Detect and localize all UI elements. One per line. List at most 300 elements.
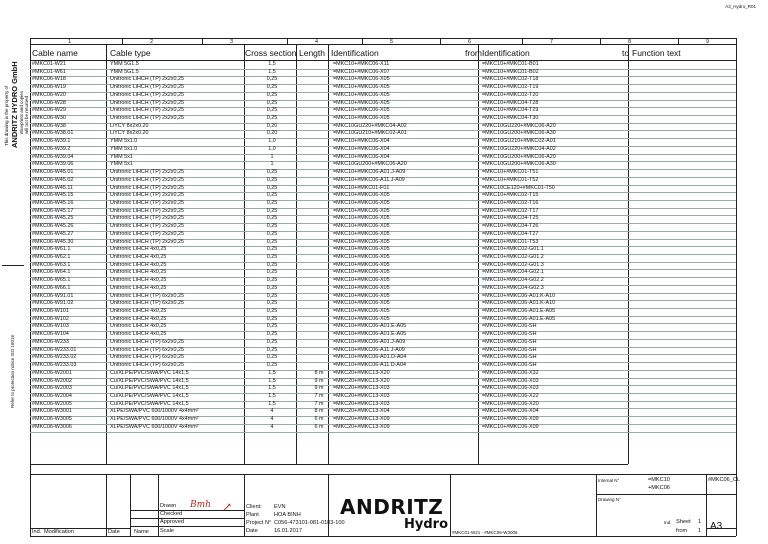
cross-section-cell: 1,0 <box>268 138 276 145</box>
table-row <box>30 416 736 424</box>
column-number: 7 <box>550 38 554 45</box>
name-label: Name <box>134 529 149 535</box>
cable-name-cell: #MKC06-W45.26 <box>32 223 74 230</box>
cable-type-cell: Cu/XLPE/PVC/SWA/PVC 14x1,5 <box>110 400 189 407</box>
header-function-text: Function text <box>632 48 681 58</box>
cross-section-cell: 1,5 <box>268 377 276 384</box>
cable-name-cell: #MKC06-W39.2 <box>32 145 71 152</box>
frame-right <box>736 38 737 536</box>
identification-to-cell: =MKC10+#MKC06-X20 <box>482 400 539 407</box>
cross-section-cell: 0,25 <box>266 354 278 361</box>
identification-from-cell: =MKC10+#MKC06-X05 <box>333 192 390 199</box>
identification-to-cell: =MKC10+#MKC04-T26 <box>482 223 539 230</box>
identification-to-cell: =MKC10+#MKC04-T27 <box>482 230 539 237</box>
ownership-sub2-note: will not be returned <box>24 95 29 134</box>
cable-type-cell: Unitronic LiHCH (TP) 6x2x0,25 <box>110 292 184 299</box>
table-row <box>30 84 736 92</box>
cable-name-cell: #MKC06-W233 <box>32 338 69 345</box>
cable-name-cell: #MKC06-W101 <box>32 308 69 315</box>
cable-name-cell: #MKC06-W30 <box>32 115 66 122</box>
length-cell: 6 m <box>314 416 324 423</box>
date2-label: Date <box>246 528 258 534</box>
cross-section-cell: 1,5 <box>268 61 276 67</box>
table-row <box>30 331 736 339</box>
cable-name-cell: #MKC06-W91.02 <box>32 300 74 307</box>
table-row <box>30 408 736 416</box>
identification-from-cell: =MKC10+#MKC06-A11.J-A09 <box>333 346 405 353</box>
table-row <box>30 378 736 386</box>
tb-h-5 <box>596 494 736 495</box>
table-row <box>30 208 736 216</box>
cable-name-cell: #MKC06-W63.1 <box>32 261 71 268</box>
internal-label: Internal N° <box>598 478 620 483</box>
identification-from-cell: =MKC10+#MKC06-X05 <box>333 277 390 284</box>
cable-name-cell: #MKC06-W102 <box>32 315 69 322</box>
cable-type-cell: Cu/XLPE/PVC/SWA/PVC 14x1,5 <box>110 385 189 392</box>
identification-from-cell: =MKC10+#MKC06-A01.J-A09 <box>333 338 406 345</box>
column-tick <box>522 38 523 44</box>
cross-section-cell: 1,5 <box>268 392 276 399</box>
header-length: Length <box>299 48 325 58</box>
identification-to-cell: =MKC10GU210+#MKC02-A01 <box>482 138 556 145</box>
identification-to-cell: =MKC10+#MKC04-G02.1 <box>482 269 544 276</box>
cable-name-cell: #MKC06-W45.27 <box>32 230 74 237</box>
table-row <box>30 354 736 362</box>
table-bottom <box>30 464 628 465</box>
identification-from-cell: =MKC10+#MKC06-X05 <box>333 207 390 214</box>
row-line <box>30 432 736 433</box>
cable-name-cell: #MKC06-W3001 <box>32 408 72 415</box>
header-identification-from: Identification <box>331 48 379 58</box>
identification-from-cell: =MKC10+#MKC06-X05 <box>333 107 390 114</box>
identification-to-cell: =MKC10+#MKC02-G01.2 <box>482 254 544 260</box>
table-row <box>30 169 736 177</box>
cable-type-cell: Unitronic LiHCH (TP) 2x2x0,25 <box>110 91 184 98</box>
table-row <box>30 424 736 432</box>
identification-to-cell: =MKC10+#MKC06-A01.K-A10 <box>482 292 556 299</box>
ref-mkc10: =MKC10 <box>648 477 670 483</box>
table-row <box>30 254 736 262</box>
header-cable-name: Cable name <box>32 48 78 58</box>
identification-from-cell: =MKC10+#MKC06-X05 <box>333 223 390 230</box>
header-cable-type: Cable type <box>110 48 151 58</box>
identification-to-cell: =MKC10+#MKC06-A01.E-A05 <box>482 308 556 315</box>
table-row <box>30 231 736 239</box>
cable-type-cell: YMM 5x1 <box>110 161 133 168</box>
cross-section-cell: 1,5 <box>268 385 276 392</box>
cable-name-cell: #MKC06-W2004 <box>32 392 72 399</box>
cable-name-cell: #MKC06-W233.03 <box>32 362 77 369</box>
cable-name-cell: #MKC06-W19 <box>32 84 66 91</box>
identification-from-cell: =MKC10+#MKC01-F01 <box>333 184 390 191</box>
identification-from-cell: =MKC10+#MKC06-X04 <box>333 145 390 152</box>
cross-section-cell: 0,25 <box>266 230 278 237</box>
from-label: from <box>676 528 688 534</box>
cable-name-cell: #MKC06-W64.1 <box>32 269 71 276</box>
cross-section-cell: 0,25 <box>266 76 278 83</box>
andritz-logo: ANDRITZ <box>340 495 444 519</box>
table-row <box>30 69 736 77</box>
cable-type-cell: Unitronic LiHCH (TP) 2x2x0,25 <box>110 76 184 83</box>
cable-name-cell: #MKC06-W45.01 <box>32 169 74 176</box>
column-number: 4 <box>315 38 319 45</box>
identification-to-cell: =MKC10+#MKC04-T29 <box>482 107 539 114</box>
identification-to-cell: =MKC10+#MKC01-T52 <box>482 176 539 183</box>
identification-to-cell: =MKC10+#MKC06-SH <box>482 331 537 338</box>
cable-type-cell: Unitronic LiHCH (TP) 2x2x0,25 <box>110 199 184 206</box>
identification-to-cell: =MKC10GU220+#MKC06-A20 <box>482 122 556 129</box>
identification-to-cell: =MKC10+#MKC04-T28 <box>482 99 539 106</box>
table-row <box>30 92 736 100</box>
identification-from-cell: =MKC10+#MKC06-X05 <box>333 284 390 291</box>
identification-to-cell: =MKC10+#MKC02-T17 <box>482 207 539 214</box>
identification-to-cell: =MKC10+#MKC02-T18 <box>482 76 539 83</box>
cable-type-cell: Unitronic LiHCH (TP) 2x2x0,25 <box>110 176 184 183</box>
cable-type-cell: YMM 5x1 <box>110 153 133 160</box>
column-number: 3 <box>230 38 234 45</box>
cross-section-cell: 0,25 <box>266 254 278 260</box>
identification-from-cell: =MKC10GU200+#MKC06-A20 <box>333 161 407 168</box>
cable-type-cell: Unitronic LiHCH (TP) 2x2x0,25 <box>110 169 184 176</box>
cable-type-cell: Unitronic LiHCH (TP) 2x2x0,25 <box>110 215 184 222</box>
table-row <box>30 401 736 409</box>
cable-name-cell: #MKC06-W103 <box>32 323 69 330</box>
cable-name-cell: #MKC06-W45.30 <box>32 238 74 245</box>
identification-to-cell: =MKC10+#MKC01-T53 <box>482 238 539 245</box>
length-cell: 8 m <box>314 369 324 376</box>
plant-value: HOA BINH <box>274 512 301 518</box>
identification-to-cell: =MKC10+#MKC02-T15 <box>482 192 539 199</box>
client-label: Client: <box>246 504 262 510</box>
column-number: 9 <box>706 38 710 45</box>
hydro-logo: Hydro <box>404 517 449 532</box>
cable-type-cell: Unitronic LiHCH (TP) 6x2x0,25 <box>110 300 184 307</box>
cross-section-cell: 0,25 <box>266 215 278 222</box>
identification-from-cell: =MKC20+#MKC13-X03 <box>333 400 390 407</box>
cable-name-cell: #MKC06-W65.1 <box>32 277 71 284</box>
ref-cl: #MKC06_CL <box>708 477 741 483</box>
cross-section-cell: 0,25 <box>266 292 278 299</box>
identification-to-cell: =MKC10+#MKC06-X09 <box>482 423 539 430</box>
cable-type-cell: LiYCY 8x2x0.20 <box>110 130 149 137</box>
cable-name-cell: #MKC06-W66.1 <box>32 284 71 291</box>
identification-from-cell: =MKC10+#MKC06-X05 <box>333 84 390 91</box>
ownership-sub-note: Blueprints and copies <box>19 90 24 134</box>
cross-section-cell: 0,25 <box>266 107 278 114</box>
cable-type-cell: Unitronic LiHCH 4x0,25 <box>110 331 167 338</box>
cross-section-cell: 0,20 <box>266 130 278 137</box>
cross-section-cell: 4 <box>270 416 274 423</box>
cable-name-cell: #MKC06-W61.1 <box>32 246 71 253</box>
tb-div-5 <box>328 474 329 536</box>
identification-to-cell: =MKC10CE120+#MKC01-T50 <box>482 184 555 191</box>
cable-type-cell: Unitronic LiHCH 4x0,25 <box>110 284 167 291</box>
cable-type-cell: Unitronic LiHCH 4x0,25 <box>110 308 167 315</box>
cross-section-cell: 0,25 <box>266 84 278 91</box>
cross-section-cell: 0,25 <box>266 207 278 214</box>
table-row <box>30 130 736 138</box>
identification-to-cell: =MKC10+#MKC06-X32 <box>482 369 539 376</box>
cable-type-cell: LiYCY 8x2x0.20 <box>110 122 149 129</box>
cross-section-cell: 0,25 <box>266 300 278 307</box>
identification-from-cell: =MKC10+#MKC06-X05 <box>333 199 390 206</box>
identification-to-cell: =MKC10+#MKC06-X04 <box>482 408 539 415</box>
cable-name-cell: #MKC06-W39.06 <box>32 161 74 168</box>
length-cell: 9 m <box>314 377 324 384</box>
identification-to-cell: =MKC10+#MKC01-T51 <box>482 169 539 176</box>
identification-to-cell: =MKC10+#MKC06-X03 <box>482 385 539 392</box>
tb-div-3 <box>158 474 159 536</box>
table-row <box>30 316 736 324</box>
cable-name-cell: #MKC06-W104 <box>32 331 69 338</box>
identification-from-cell: =MKC10+#MKC06-X05 <box>333 300 390 307</box>
cable-type-cell: Unitronic LiHCH (TP) 2x2x0,25 <box>110 115 184 122</box>
identification-from-cell: =MKC10+#MKC06-X05 <box>333 99 390 106</box>
identification-from-cell: =MKC10+#MKC06-A01.J-A09 <box>333 169 406 176</box>
ind-label: Ind. <box>32 529 42 535</box>
cable-name-cell: #MKC06-W45.02 <box>32 176 74 183</box>
header-from: from <box>465 48 482 58</box>
table-row <box>30 138 736 146</box>
identification-to-cell: =MKC10+#MKC06-SH <box>482 354 537 361</box>
cable-type-cell: Unitronic LiHCH (TP) 6x2x0,25 <box>110 338 184 345</box>
cable-type-cell: Unitronic LiHCH (TP) 2x2x0,25 <box>110 207 184 214</box>
cable-type-cell: Unitronic LiHCH (TP) 2x2x0,25 <box>110 107 184 114</box>
cable-type-cell: XLPE/SWA/PVC 600/1000V 4x4mm² <box>110 423 199 430</box>
tb-div-4 <box>244 474 245 536</box>
company-note: ANDRITZ HYDRO GmbH <box>10 61 19 148</box>
cross-section-cell: 0,25 <box>266 338 278 345</box>
table-row <box>30 146 736 154</box>
identification-from-cell: =MKC10+#MKC06-X05 <box>333 308 390 315</box>
identification-from-cell: =MKC10+#MKC06-X05 <box>333 292 390 299</box>
table-row <box>30 115 736 123</box>
tb-h-2 <box>130 518 244 519</box>
header-cross-section: Cross section <box>245 48 297 58</box>
column-tick <box>600 38 601 44</box>
cable-name-cell: #MKC06-W28 <box>32 99 66 106</box>
table-row <box>30 246 736 254</box>
ref-mkc06: +MKC06 <box>648 485 670 491</box>
table-row <box>30 308 736 316</box>
cross-section-cell: 0,25 <box>266 99 278 106</box>
cable-type-cell: Unitronic LiHCH (TP) 2x2x0,25 <box>110 192 184 199</box>
cross-section-cell: 1 <box>270 161 274 168</box>
table-row <box>30 100 736 108</box>
cable-name-cell: #MKC06-W45.17 <box>32 207 74 214</box>
cable-name-cell: #MKC06-W2003 <box>32 385 72 392</box>
sheet-value: 1 <box>698 519 702 525</box>
identification-from-cell: =MKC10+#MKC06-A01.E-A05 <box>333 323 407 330</box>
cable-type-cell: Unitronic LiHCH (TP) 6x2x0,25 <box>110 362 184 369</box>
column-number: 8 <box>628 38 632 45</box>
identification-from-cell: =MKC10+#MKC06-X05 <box>333 215 390 222</box>
header-identification-to: Identification <box>482 48 530 58</box>
table-row <box>30 277 736 285</box>
approved-signature: ↗ <box>222 500 233 514</box>
identification-from-cell: =MKC20+#MKC13-X09 <box>333 423 390 430</box>
table-row <box>30 192 736 200</box>
length-cell: 9 m <box>314 385 324 392</box>
table-row <box>30 285 736 293</box>
identification-from-cell: =MKC10+#MKC06-X05 <box>333 115 390 122</box>
table-row <box>30 393 736 401</box>
header-to: to <box>622 48 630 58</box>
identification-from-cell: =MKC10+#MKC06-X05 <box>333 254 390 260</box>
project-value: C056-473101-081-0183-100 <box>274 520 345 526</box>
table-row <box>30 323 736 331</box>
cable-name-cell: #MKC06-W38.01 <box>32 130 74 137</box>
cross-section-cell: 0,25 <box>266 192 278 199</box>
cross-section-cell: 0,25 <box>266 169 278 176</box>
cable-name-cell: #MKC06-W2002 <box>32 377 72 384</box>
identification-to-cell: =MKC10+#MKC04-T30 <box>482 115 539 122</box>
cross-section-cell: 0,25 <box>266 284 278 291</box>
cable-type-cell: Unitronic LiHCH (TP) 2x2x0,25 <box>110 238 184 245</box>
table-row <box>30 385 736 393</box>
cross-section-cell: 1,0 <box>268 145 276 152</box>
length-cell: 7 m <box>314 392 324 399</box>
identification-to-cell: =MKC10+#MKC01-B01 <box>482 61 539 67</box>
table-row <box>30 161 736 169</box>
cable-type-cell: YMM 5x1.0 <box>110 138 138 145</box>
cross-section-cell: 0,25 <box>266 223 278 230</box>
identification-to-cell: =MKC10GU200+#MKC06-A30 <box>482 130 556 137</box>
identification-to-cell: =MKC10+#MKC06-SH <box>482 362 537 369</box>
table-row <box>30 123 736 131</box>
table-row <box>30 370 736 378</box>
identification-from-cell: =MKC10+#MKC06-A01.D-A04 <box>333 354 407 361</box>
cross-section-cell: 0,25 <box>266 269 278 276</box>
identification-to-cell: =MKC10+#MKC06-SH <box>482 338 537 345</box>
identification-to-cell: =MKC10+#MKC04-T25 <box>482 215 539 222</box>
cable-type-cell: Unitronic LiHCH (TP) 2x2x0,25 <box>110 184 184 191</box>
cross-section-cell: 0,25 <box>266 176 278 183</box>
table-row <box>30 185 736 193</box>
cable-type-cell: Cu/XLPE/PVC/SWA/PVC 14x1,5 <box>110 392 189 399</box>
identification-from-cell: =MKC10+#MKC06-X05 <box>333 269 390 276</box>
identification-from-cell: =MKC10+#MKC06-X05 <box>333 315 390 322</box>
identification-to-cell: =MKC10GU220+#MKC04-A02 <box>482 145 556 152</box>
table-row <box>30 239 736 247</box>
cable-name-cell: #MKC06-W29 <box>32 107 66 114</box>
cable-type-cell: Unitronic LiHCH (TP) 6x2x0,25 <box>110 354 184 361</box>
identification-to-cell: =MKC10+#MKC06-A01.K-A10 <box>482 300 556 307</box>
table-row <box>30 362 736 370</box>
title-block-top <box>30 474 736 475</box>
cable-type-cell: Unitronic LiHCH (TP) 6x2x0,25 <box>110 346 184 353</box>
identification-to-cell: =MKC10+#MKC04-G02.2 <box>482 277 544 284</box>
tb-div-7 <box>596 474 597 536</box>
identification-from-cell: =MKC10+#MKC06-X11 <box>333 61 390 67</box>
cable-type-cell: YMM 5G1.5 <box>110 61 139 67</box>
cable-name-cell: #MKC06-W233.01 <box>32 346 77 353</box>
cable-name-cell: #MKC06-W39.04 <box>32 153 74 160</box>
column-tick <box>202 38 203 44</box>
identification-to-cell: =MKC10+#MKC06-SH <box>482 346 537 353</box>
cable-name-cell: #MKC06-W20 <box>32 91 66 98</box>
table-row <box>30 223 736 231</box>
cross-section-cell: 1 <box>270 153 274 160</box>
cable-type-cell: Unitronic LiHCH 4x0,25 <box>110 315 167 322</box>
cable-name-cell: #MKC01-W61 <box>32 68 66 75</box>
cable-type-cell: XLPE/SWA/PVC 600/1000V 4x4mm² <box>110 408 199 415</box>
identification-from-cell: =MKC10+#MKC06-A11.D-A04 <box>333 362 407 369</box>
table-row <box>30 177 736 185</box>
table-row <box>30 107 736 115</box>
cable-name-cell: #MKC06-W38 <box>32 122 66 129</box>
identification-from-cell: =MKC10+#MKC06-A01.E-A05 <box>333 331 407 338</box>
cable-name-cell: #MKC06-W45.15 <box>32 192 74 199</box>
table-row <box>30 262 736 270</box>
identification-from-cell: =MKC20+#MKC13-X03 <box>333 385 390 392</box>
identification-to-cell: =MKC10+#MKC06-X09 <box>482 416 539 423</box>
identification-to-cell: =MKC10+#MKC04-G02.3 <box>482 284 544 291</box>
cable-name-cell: #MKC06-W62.1 <box>32 254 71 260</box>
client-value: EVN <box>274 504 286 510</box>
identification-from-cell: =MKC10+#MKC06-X07 <box>333 68 390 75</box>
identification-to-cell: =MKC10GU200+#MKC06-A20 <box>482 153 556 160</box>
identification-to-cell: =MKC10+#MKC01-B02 <box>482 68 539 75</box>
tb-div-6 <box>450 474 451 536</box>
identification-from-cell: =MKC10+#MKC06-A11.J-A09 <box>333 176 405 183</box>
scale-label: Scale <box>160 528 174 534</box>
identification-from-cell: =MKC10+#MKC06-X05 <box>333 246 390 253</box>
cable-name-cell: #MKC06-W45.25 <box>32 215 74 222</box>
table-row <box>30 293 736 301</box>
identification-from-cell: =MKC10+#MKC06-X05 <box>333 76 390 83</box>
cross-section-cell: 4 <box>270 423 274 430</box>
cable-name-cell: #MKC06-W45.16 <box>32 199 74 206</box>
cable-type-cell: YMM 5x1.0 <box>110 145 138 152</box>
identification-to-cell: =MKC10+#MKC06-A01.E-A05 <box>482 315 556 322</box>
cross-section-cell: 0,25 <box>266 362 278 369</box>
cross-section-cell: 1,5 <box>268 400 276 407</box>
identification-from-cell: =MKC20+#MKC13-X20 <box>333 377 390 384</box>
cross-section-cell: 0,25 <box>266 315 278 322</box>
cable-range: #MKC01-W21 - #MKC06-W3006 <box>452 530 518 535</box>
table-row <box>30 154 736 162</box>
table-row <box>30 200 736 208</box>
table-row <box>30 269 736 277</box>
table-row <box>30 339 736 347</box>
cable-name-cell: #MKC06-W2001 <box>32 369 72 376</box>
identification-to-cell: =MKC10+#MKC06-X03 <box>482 377 539 384</box>
cable-name-cell: #MKC06-W45.11 <box>32 184 73 191</box>
length-cell: 6 m <box>314 423 324 430</box>
table-row <box>30 347 736 355</box>
cable-type-cell: Cu/XLPE/PVC/SWA/PVC 14x1,5 <box>110 369 189 376</box>
identification-to-cell: =MKC10+#MKC02-T19 <box>482 84 539 91</box>
cross-section-cell: 0,20 <box>266 122 278 129</box>
drawing-label: Drawing N° <box>598 497 621 502</box>
cross-section-cell: 0,25 <box>266 115 278 122</box>
tb-div-8 <box>706 474 707 536</box>
identification-from-cell: =MKC20+#MKC13-X20 <box>333 369 390 376</box>
cable-type-cell: Unitronic LiHCH 4x0,25 <box>110 323 167 330</box>
date2-value: 16.01.2017 <box>274 528 302 534</box>
cable-type-cell: Unitronic LiHCH (TP) 2x2x0,25 <box>110 223 184 230</box>
identification-from-cell: =MKC10+#MKC06-X05 <box>333 91 390 98</box>
cable-type-cell: XLPE/SWA/PVC 600/1000V 4x4mm² <box>110 416 199 423</box>
cross-section-cell: 4 <box>270 408 274 415</box>
column-number: 1 <box>68 38 72 45</box>
cable-type-cell: Unitronic LiHCH (TP) 2x2x0,25 <box>110 230 184 237</box>
cable-type-cell: Unitronic LiHCH 4x0,25 <box>110 261 167 268</box>
cross-section-cell: 0,25 <box>266 246 278 253</box>
identification-to-cell: =MKC10+#MKC02-T16 <box>482 199 539 206</box>
table-row <box>30 61 736 69</box>
